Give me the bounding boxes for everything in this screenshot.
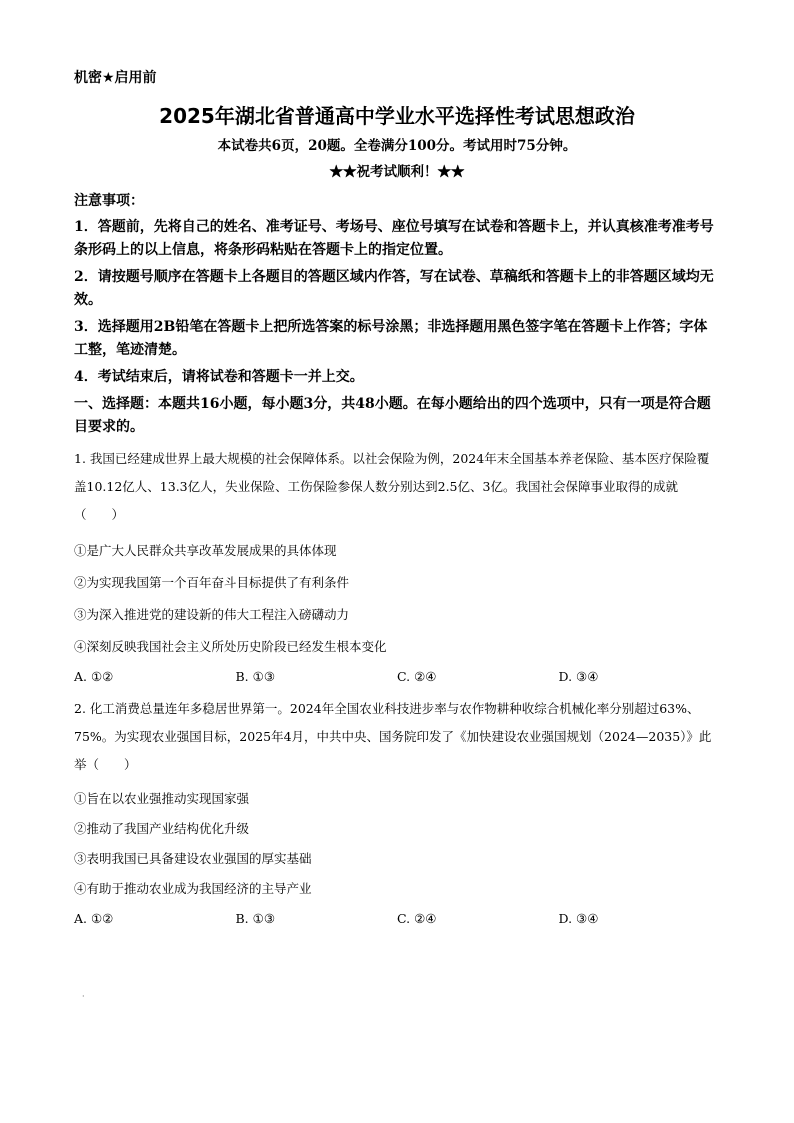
note-item: 2．请按题号顺序在答题卡上各题目的答题区域内作答，写在试卷、草稿纸和答题卡上的非答题区域均无效。 <box>74 269 714 308</box>
statement-option: ②为实现我国第一个百年奋斗目标提供了有利条件 <box>74 575 350 590</box>
statement-option: ②推动了我国产业结构优化升级 <box>74 821 250 836</box>
statement-option: ④有助于推动农业成为我国经济的主导产业 <box>74 881 312 896</box>
exam-info: 本试卷共6页，20题。全卷满分100分。考试用时75分钟。 <box>217 138 577 154</box>
note-item: 4．考试结束后，请将试卷和答题卡一并上交。 <box>74 369 364 385</box>
question-1 <box>74 445 720 687</box>
answer-choices <box>74 909 720 929</box>
answer-choices <box>74 667 720 687</box>
statement-option: ①旨在以农业强推动实现国家强 <box>74 791 250 806</box>
choice-b: B. ①③ <box>235 669 276 684</box>
choice-d: D. ③④ <box>558 911 599 926</box>
notes-heading: 注意事项： <box>74 193 144 209</box>
good-luck-line: ★★祝考试顺利！★★ <box>329 164 465 180</box>
statement-option: ③为深入推进党的建设新的伟大工程注入磅礴动力 <box>74 607 350 622</box>
confidential-label: 机密★启用前 <box>74 70 157 86</box>
choice-b: B. ①③ <box>235 911 276 926</box>
question-2 <box>74 695 720 929</box>
statement-option: ④深刻反映我国社会主义所处历史阶段已经发生根本变化 <box>74 639 387 654</box>
choice-d: D. ③④ <box>558 669 599 684</box>
question-stem: 2. 化工消费总量连年多稳居世界第一。2024年全国农业科技进步率与农作物耕种收综合机械化率分别超过63%、75%。为实现农业强国目标，2025年4月，中共中央、国务院印发了《加快建设农业强国规划（2024—2035）》此举（ ） <box>74 701 712 772</box>
statement-option: ①是广大人民群众共享改革发展成果的具体体现 <box>74 543 337 558</box>
note-item: 3．选择题用2B铅笔在答题卡上把所选答案的标号涂黑；非选择题用黑色签字笔在答题卡上作答；字体工整，笔迹清楚。 <box>74 319 708 358</box>
question-stem: 1. 我国已经建成世界上最大规模的社会保障体系。以社会保险为例，2024年末全国基本养老保险、基本医疗保险覆盖10.12亿人、13.3亿人，失业保险、工伤保险参保人数分别达到2.5亿、3亿。我国社会保障事业取得的成就（ ） <box>74 451 710 522</box>
choice-c: C. ②④ <box>397 911 437 926</box>
choice-c: C. ②④ <box>397 669 437 684</box>
note-item: 1．答题前，先将自己的姓名、准考证号、考场号、座位号填写在试卷和答题卡上，并认真核准考准考号条形码上的以上信息，将条形码粘贴在答题卡上的指定位置。 <box>74 219 714 258</box>
scan-mark: · <box>82 992 85 1001</box>
statement-option: ③表明我国已具备建设农业强国的厚实基础 <box>74 851 312 866</box>
choice-a: A. ①② <box>74 669 114 684</box>
choice-a: A. ①② <box>74 911 114 926</box>
section-heading: 一、选择题：本题共16小题，每小题3分，共48小题。在每小题给出的四个选项中，只有一项是符合题目要求的。 <box>74 396 711 435</box>
page-title: 2025年湖北省普通高中学业水平选择性考试思想政治 <box>159 104 635 128</box>
exam-page <box>74 68 720 929</box>
